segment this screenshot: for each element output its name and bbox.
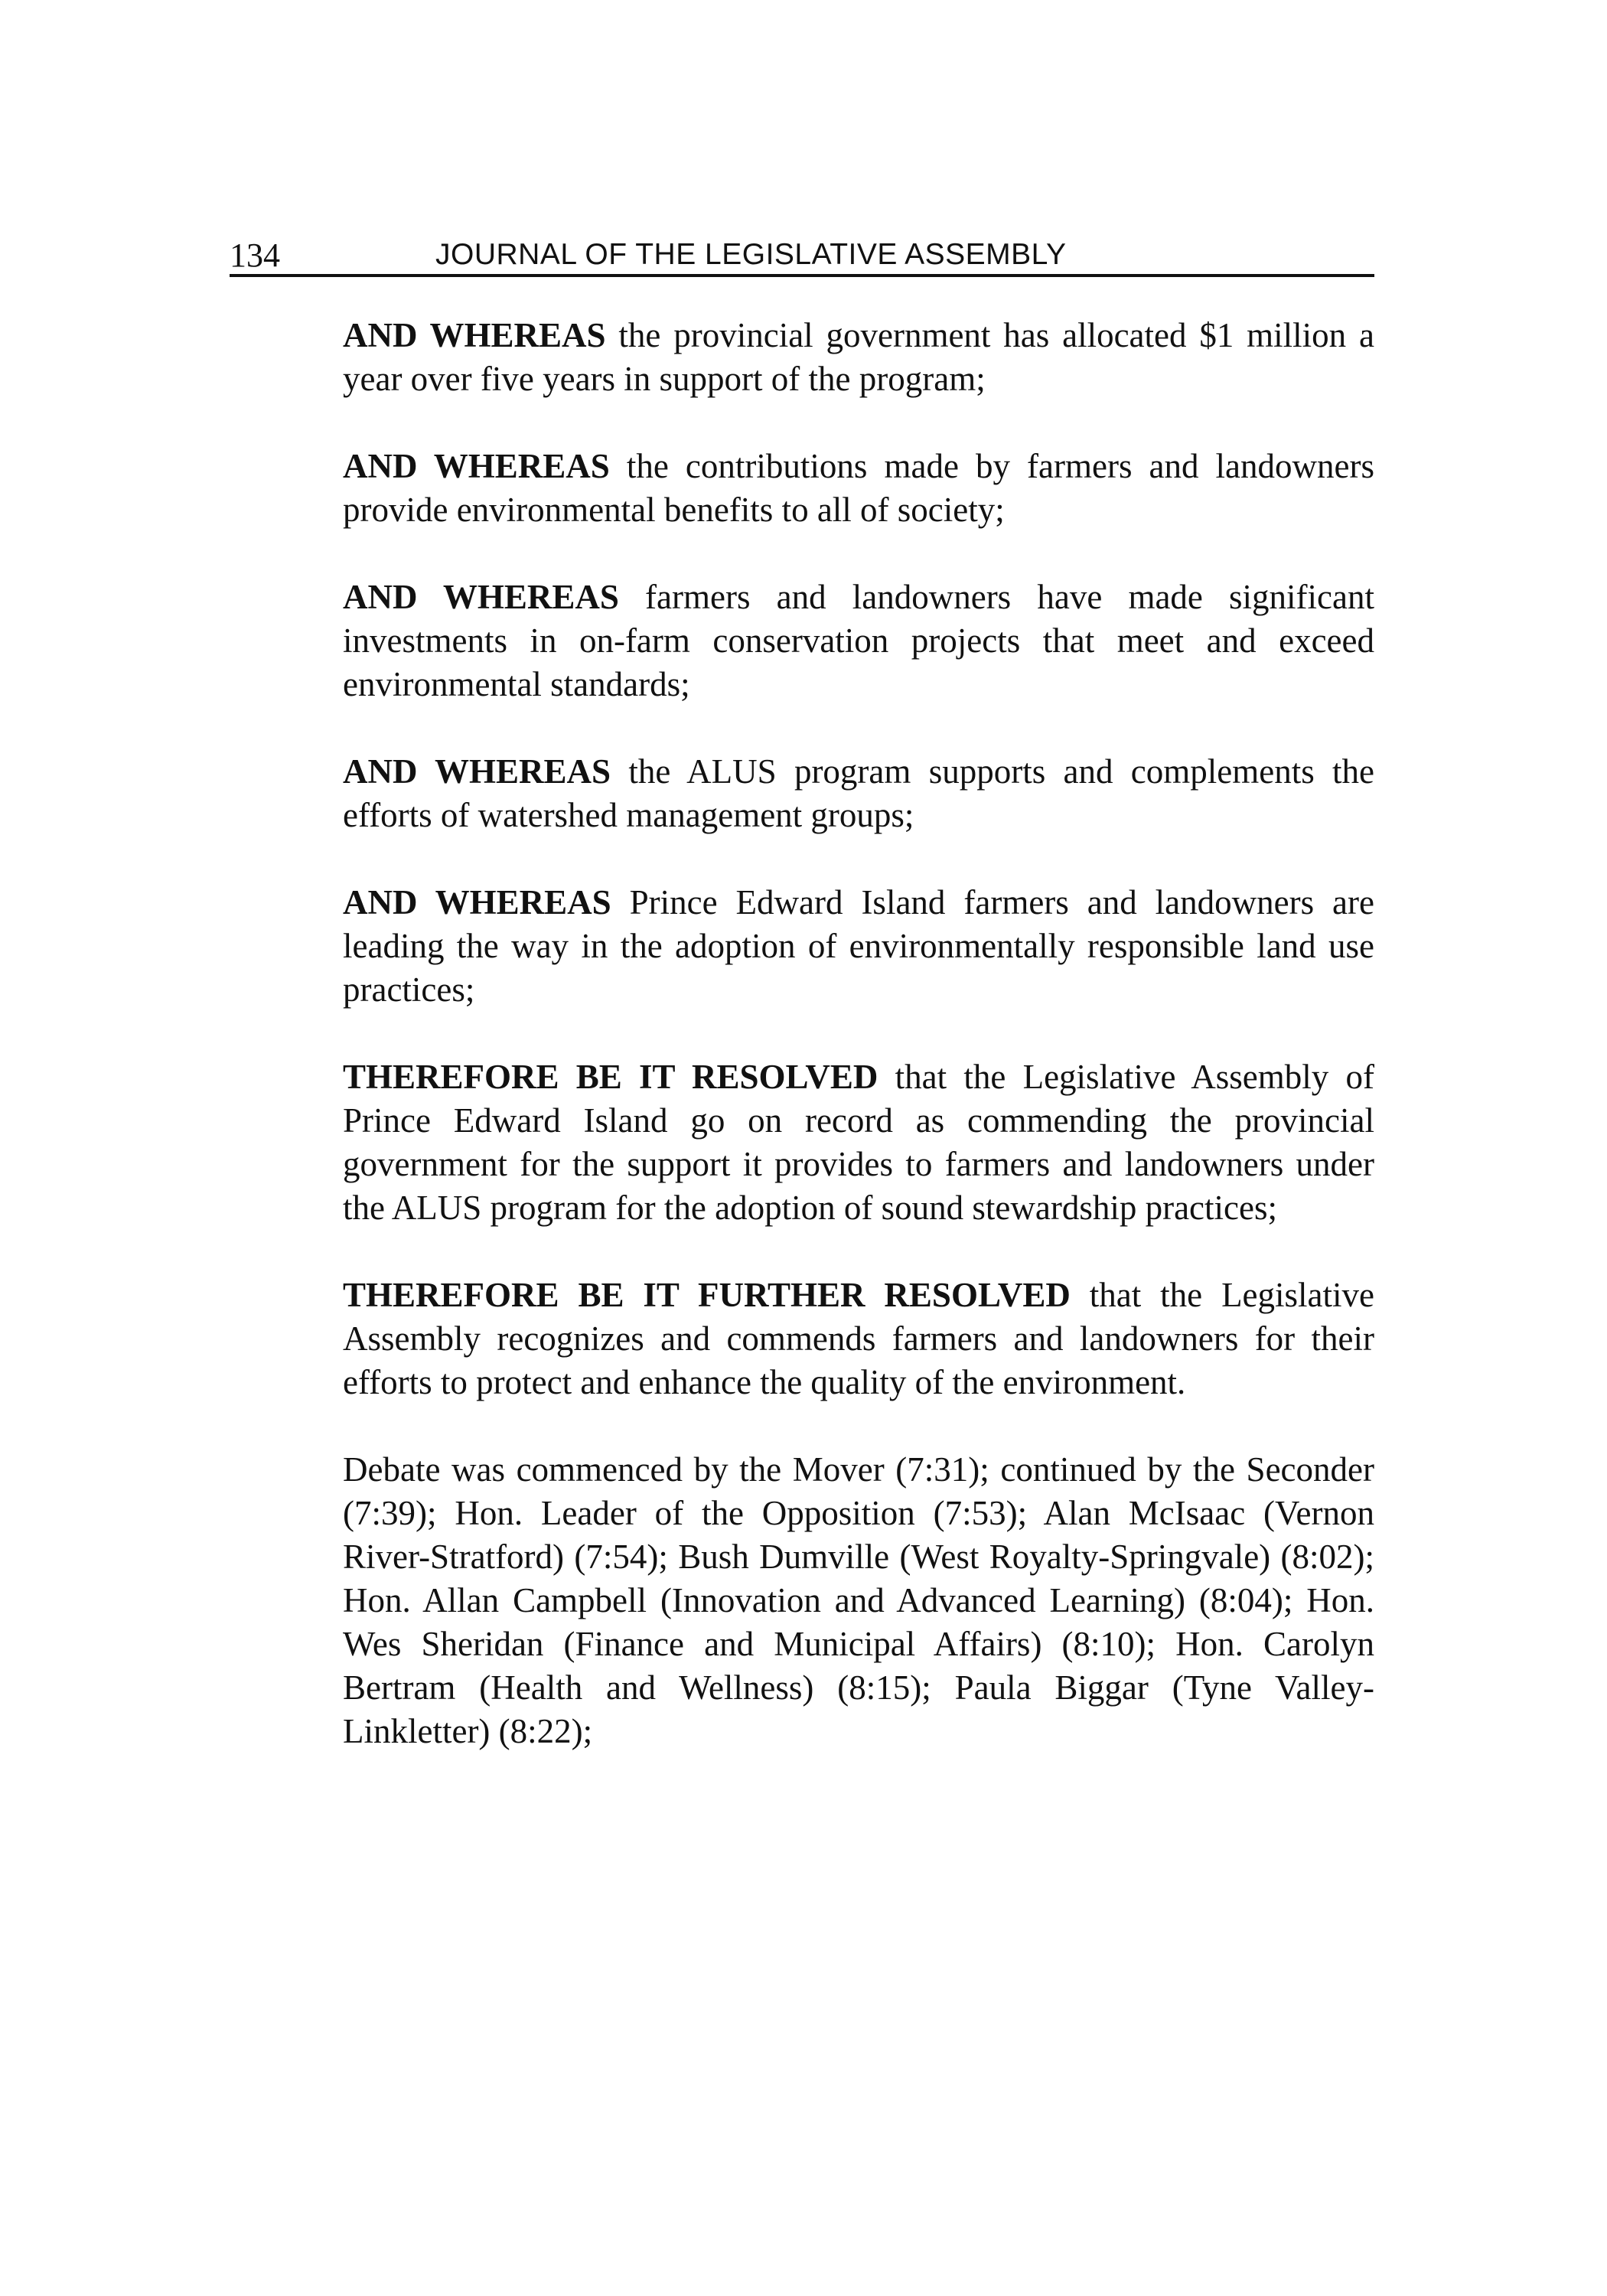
resolution-body <box>343 314 1374 1797</box>
page-number: 134 <box>230 236 280 274</box>
paragraph-lead: THEREFORE BE IT RESOLVED <box>343 1058 878 1096</box>
whereas-paragraph <box>343 881 1374 1012</box>
whereas-paragraph <box>343 576 1374 706</box>
debate-paragraph: Debate was commenced by the Mover (7:31); continued by the Seconder (7:39); Hon. Leader of the Opposition (7:53); Alan McIsaac (Vernon River-Stratford) (7:54); Bush Dumville (West Royalty-Springvale) (8:02); Hon. Allan Campbell (Innovation and Advanced Learning) (8:04); Hon. Wes Sheridan (Finance and Municipal Affairs) (8:10); Hon. Carolyn Bertram (Health and Wellness) (8:15); Paula Biggar (Tyne Valley-Linkletter) (8:22); <box>343 1450 1374 1750</box>
paragraph-text: that the Legislative Assembly recognizes and commends farmers and landowners for their efforts to protect and enhance the quality of the environment. <box>343 1276 1374 1401</box>
paragraph-text: Prince Edward Island farmers and landowners are leading the way in the adoption of environmentally responsible land use practices; <box>343 883 1374 1009</box>
paragraph-text: the contributions made by farmers and landowners provide environmental benefits to all of society; <box>343 447 1375 529</box>
running-header <box>230 227 1374 277</box>
paragraph-text: that the Legislative Assembly of Prince Edward Island go on record as commending the provincial government for the support it provides to farmers and landowners under the ALUS program for the adoption of sound stewardship practices; <box>343 1058 1374 1227</box>
further-resolved-paragraph <box>343 1274 1374 1404</box>
paragraph-lead: AND WHEREAS <box>343 316 606 354</box>
paragraph-lead: AND WHEREAS <box>343 883 611 921</box>
whereas-paragraph <box>343 445 1374 532</box>
resolved-paragraph <box>343 1055 1374 1230</box>
whereas-paragraph <box>343 314 1374 401</box>
paragraph-lead: AND WHEREAS <box>343 578 619 616</box>
paragraph-lead: AND WHEREAS <box>343 447 610 485</box>
paragraph-lead: THEREFORE BE IT FURTHER RESOLVED <box>343 1276 1071 1314</box>
paragraph-lead: AND WHEREAS <box>343 752 611 791</box>
paragraph-text: the ALUS program supports and complements the efforts of watershed management groups; <box>343 752 1375 834</box>
paragraph-text: farmers and landowners have made significant investments in on-farm conservation projects that meet and exceed environmental standards; <box>343 578 1374 703</box>
whereas-paragraph <box>343 750 1374 837</box>
paragraph-text: the provincial government has allocated $1 million a year over five years in support of the program; <box>343 316 1374 398</box>
journal-title: JOURNAL OF THE LEGISLATIVE ASSEMBLY <box>435 238 1067 271</box>
